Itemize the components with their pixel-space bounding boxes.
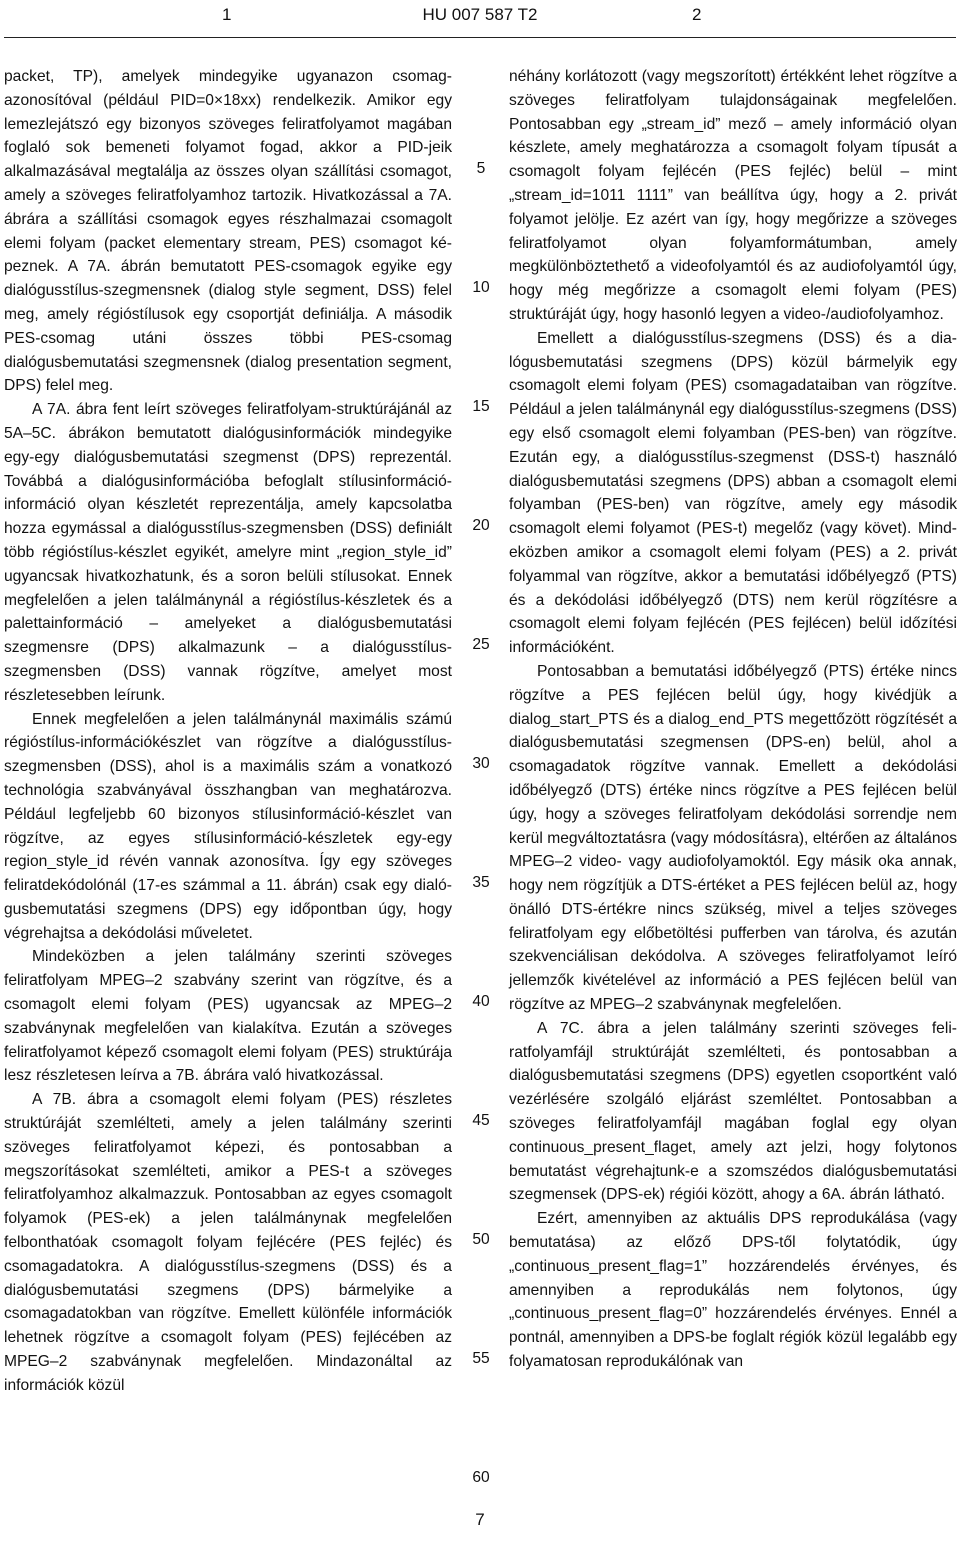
left-paragraph-5: A 7B. ábra a csomagolt elemi folyam (PES) részletes struktúráját szemlélteti, amely a jelen találmány szerinti szöveges feliratfolyamot képezi, és pontosabban a megszorításokat szemlélteti, amikor a PES-t a szöveges feliratfolyamhoz alkalmazzuk. Pontosabban az egyes csomagolt folyamok (PES-ek) a jelen találmánynak megfelelően felbonthatóak csomagolt folyam fejlécére (PES fejléc) és csomagadatokra. A dialógusstílus-szegmens (DSS) és a dialógusbemutatási szegmens (DPS) bármelyike a csomagadatokban van rögzítve. Emellett különféle információk lehetnek rögzítve a csomagolt folyam (PES) fejlécében az MPEG–2 szabványnak megfelelően. Mindazonáltal az információk közül — [4, 1091, 452, 1394]
header-divider — [4, 37, 956, 38]
line-number: 35 — [472, 874, 490, 891]
line-number: 60 — [472, 1469, 490, 1486]
line-number: 15 — [472, 398, 490, 415]
line-number: 55 — [472, 1350, 490, 1367]
line-number: 30 — [472, 755, 490, 772]
left-paragraph-1: packet, TP), amelyek mindegyike ugyanazon csomagazonosítóval (például PID=0×18xx) rendelkezik. Amikor egy lemezlejátszó egy bizonyos szöveges feliratfolyamot magában foglaló sok bemeneti folyamot fogad, akkor a PID-jeik alkalmazásával megtalálja az összes olyan szállítási csomagot, amely a szöveges feliratfolyamhoz tartozik. Hivatkozással a 7A. ábrára a szállítási csomagok egyes részhalmazai csomagolt elemi folyam (packet elementary stream, PES) csomagot képeznek. A 7A. ábrán bemutatott PES-csomagok egyike egy dialógusstílus-szegmensnek (dialog style segment, DSS) felel meg, amely régióstílusok egy csoportját definiálja. A második PES-csomag utáni összes többi PES-csomag dialógusbemutatási szegmensnek (dialog presentation segment, DPS) felel meg. — [4, 68, 452, 395]
line-number: 20 — [472, 517, 490, 534]
line-number: 40 — [472, 993, 490, 1010]
right-paragraph-5: Ezért, amennyiben az aktuális DPS reprodukálása (vagy bemutatása) az előző DPS-től folytatódik, úgy „continuous_present_flag=1” hozzárendelés érvényes, és amennyiben a reprodukálás nem folytonos, úgy „continuous_present_flag=0” hozzárendelés érvényes. Ennél a pontnál, amennyiben a DPS-be foglalt régiók közül legalább egy folyamatosan reprodukálónak van — [509, 1210, 957, 1371]
right-paragraph-3: Pontosabban a bemutatási időbélyegző (PTS) értéke nincs rögzítve a PES fejlécen belül úgy, hogy kivédjük a dialog_start_PTS és a dialog_end_PTS megettőzött rögzítését a dialógusbemutatási szegmensen (DPS-en) belül, ahol a csomagadatok rögzítve vannak. Emellett a dekódolási időbélyegző (DTS) értéke nincs rögzítve a PES fejlécen belül úgy, hogy a szöveges feliratfolyam dekódolási sorrendje nem kerül megváltoztatásra (vagy módosításra), eltérően az általános MPEG–2 video- vagy audiofolyamoktól. Egy másik oka annak, hogy nem rögzítjük a DTS-értéket a PES fejlécen belül az, hogy önálló DTS-értékre nincs szükség, mivel a teljes szöveges feliratfolyam egy előbetöltési pufferben van tárolva, és azután szekvenciálisan dekódolva. A szöveges feliratfolyamot leíró jellemzők kivételével az információ a PES fejlécen belül van rögzítve az MPEG–2 szabványnak megfelelően. — [509, 662, 957, 1014]
right-paragraph-4: A 7C. ábra a jelen találmány szerinti szöveges feliratfolyamfájl struktúráját szemlélteti, és pontosabban a dialógusbemutatási szegmens (DPS) egyetlen csoportként való vezérlésére szolgáló eljárást szemléltet. Pontosabban a szöveges feliratfolyamfájl magában foglal egy olyan continuous_present_flaget, amely azt jelzi, hogy folytonos bemutatást végrehajtunk-e a szomszédos dialógusbemutatási szegmensek (DPS-ek) régiói között, ahogy a 6A. ábrán látható. — [509, 1019, 957, 1204]
left-column — [4, 65, 452, 1398]
left-paragraph-3: Ennek megfelelően a jelen találmánynál maximális számú régióstílus-információkészlet van rögzítve a dialógusstílus-szegmensben (DSS), ahol is a maximális szám a vonatkozó technológia szabványával összhangban van meghatározva. Például legfeljebb 60 bizonyos stílusinformáció-készlet van rögzítve, az egyes stílusinformáció-készletek egy-egy region_style_id révén vannak azonosítva. Így egy szöveges feliratdekódolónál (17-es számmal a 11. ábrán) csak egy dialógusbemutatási szegmens (DPS) egy időpontban úgy, hogy végrehajtsa a dekódolási műveletet. — [4, 710, 452, 942]
right-paragraph-2: Emellett a dialógusstílus-szegmens (DSS) és a dialógusbemutatási szegmens (DPS) közül bármelyik egy csomagolt elemi folyam (PES) csomagadataiban van rögzítve. Például a jelen találmánynál egy dialógusstílus-szegmens (DSS) egy első csomagolt elemi folyamban (PES-ben) van rögzítve. Ezután egy, a dialógusstílus-szegmenst (DSS-t) használó dialógusbemutatási szegmens (DPS) abban a csomagolt elemi folyamban (PES-ben) van rögzítve, amely egy második csomagolt elemi folyamot (PES-t) megelőz (vagy követ). Mindeközben amikor a csomagolt elemi folyam (PES) a 2. privát folyammal van rögzítve, akkor a bemutatási időbélyegző (PTS) és a dekódolási időbélyegző (DTS) nem kerül rögzítésre a csomagolt elemi folyam fejlécén (PES fejlécen) belül időzítési információként. — [509, 329, 957, 657]
page-number-right: 2 — [692, 5, 702, 24]
line-number: 10 — [472, 279, 490, 296]
line-number: 5 — [476, 160, 486, 177]
line-number: 50 — [472, 1231, 490, 1248]
left-paragraph-2: A 7A. ábra fent leírt szöveges feliratfolyam-struktúrájánál az 5A–5C. ábrákon bemutatott dialógusinformációk mindegyike egy-egy dialógusbemutatási szegmenst (DPS) reprezentál. Továbbá a dialógusinformációba befoglalt stílusinformáció-információ olyan készletét reprezentálja, amely kapcsolatba hozza egymással a dialógusstílus-szegmensben (DSS) definiált több régióstílus-készlet egyikét, amelyre mint „region_style_id” ugyancsak hivatkozhatunk, és a soron belüli stílusokat. Ennek megfelelően a jelen találmánynál a régióstílus-készletek és a palettainformáció – amelyeket a dialógusbemutatási szegmensre (DPS) alkalmazunk – a dialógusstílus-szegmensben (DSS) vannak rögzítve, amelyet most részletesebben leírunk. — [4, 401, 452, 704]
right-paragraph-1: néhány korlátozott (vagy megszorított) értékként lehet rögzítve a szöveges feliratfolyam tulajdonságainak megfelelően. Pontosabban egy „stream_id” mező – amely információ olyan készlete, amely meghatározza a csomagolt folyam típusát a csomagolt folyam fejlécén (PES fejléc) belül – mint „stream_id=1011 1111” van beállítva úgy, hogy a 2. privát folyamot jelölje. Ez azért van így, hogy megőrizze a szöveges feliratfolyamot olyan folyamformátumban, amely megkülönböztethető a videofolyamtól és az audiofolyamtól úgy, hogy még megőrizze a csomagolt elemi folyam (PES) struktúráját úgy, hogy hasonló legyen a video-/audiofolyamhoz. — [509, 68, 957, 323]
right-column — [509, 65, 957, 1374]
page-footer-number: 7 — [475, 1510, 485, 1529]
left-paragraph-4: Mindeközben a jelen találmány szerinti szöveges feliratfolyam MPEG–2 szabvány szerint van rögzítve, és a csomagolt elemi folyam (PES) ugyancsak az MPEG–2 szabványnak megfelelően van kialakítva. Ezután a szöveges feliratfolyamot képező csomagolt elemi folyam (PES) struktúrája lesz részletesen leírva a 7B. ábrára való hivatkozással. — [4, 948, 452, 1085]
line-number: 45 — [472, 1112, 490, 1129]
line-number: 25 — [472, 636, 490, 653]
page-number-left: 1 — [222, 5, 232, 24]
publication-number: HU 007 587 T2 — [422, 5, 538, 24]
